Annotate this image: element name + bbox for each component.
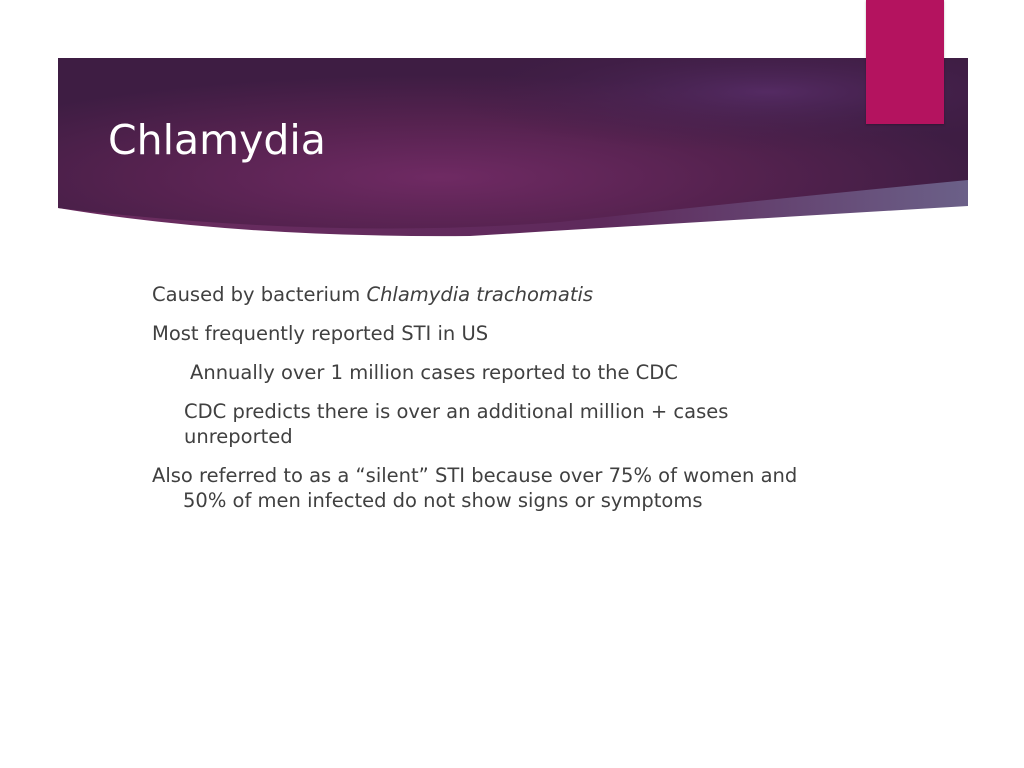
accent-tab bbox=[866, 0, 944, 124]
slide-title: Chlamydia bbox=[108, 116, 326, 164]
bullet-text: CDC predicts there is over an additional million + cases unreported bbox=[184, 400, 729, 448]
sub-bullet-item bbox=[152, 360, 832, 385]
bullet-text: Most frequently reported STI in US bbox=[152, 322, 489, 345]
bullet-text-italic: Chlamydia trachomatis bbox=[366, 283, 594, 306]
bullet-item bbox=[152, 282, 832, 307]
bullet-text: Caused by bacterium bbox=[152, 283, 367, 306]
bullet-list bbox=[152, 282, 832, 527]
bullet-text: Annually over 1 million cases reported to the CDC bbox=[190, 361, 678, 384]
sub-bullet-item bbox=[152, 399, 832, 449]
bullet-item bbox=[152, 463, 832, 513]
bullet-text: Also referred to as a “silent” STI because over 75% of women and 50% of men infected do not show signs or symptoms bbox=[152, 464, 798, 512]
bullet-item bbox=[152, 321, 832, 346]
